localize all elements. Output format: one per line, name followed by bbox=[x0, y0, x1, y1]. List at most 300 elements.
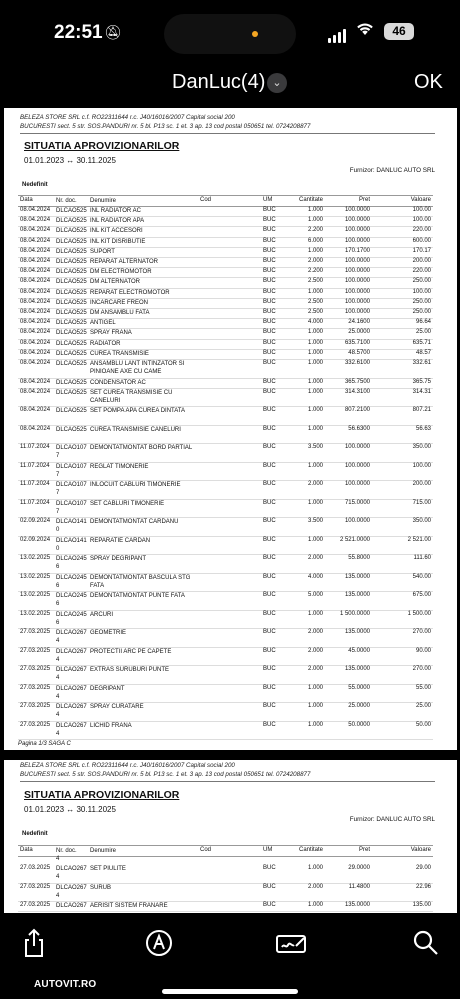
cell-value: 350.00 bbox=[412, 444, 431, 451]
cell-quantity: 2.500 bbox=[307, 309, 323, 315]
cell-doc-number: DLCAO525 bbox=[56, 299, 87, 306]
cell-price: 314.3100 bbox=[344, 388, 370, 395]
cell-unit: BUC bbox=[263, 360, 276, 366]
cell-name: DEMONTATMONTAT BASCULA STG FATA bbox=[90, 574, 191, 589]
cell-name: INLOCUIT CABLURI TIMONERIE bbox=[90, 482, 181, 489]
cell-price: 100.0000 bbox=[344, 309, 370, 315]
cell-price: 48.5700 bbox=[348, 349, 370, 356]
cell-doc-number: DLCAO525 bbox=[56, 218, 87, 225]
cell-quantity: 1.000 bbox=[307, 329, 323, 336]
cell-value: 2 521.00 bbox=[407, 536, 431, 543]
cell-quantity: 1.000 bbox=[307, 217, 323, 224]
cell-name: GEOMETRIE bbox=[90, 630, 127, 637]
cell-name: REPARAT ALTERNATOR bbox=[90, 259, 159, 265]
cell-quantity: 2.000 bbox=[307, 883, 323, 890]
cell-value: 270.00 bbox=[412, 666, 431, 673]
cell-date: 13.02.2025 bbox=[20, 555, 51, 562]
report-period: 01.01.2023 ↔ 30.11.2025 bbox=[24, 805, 116, 814]
cell-price: 25.0000 bbox=[348, 329, 370, 336]
cell-value: 48.57 bbox=[415, 349, 431, 356]
cell-date: 08.04.2024 bbox=[20, 237, 51, 244]
cell-value: 270.00 bbox=[412, 629, 431, 636]
table-row bbox=[18, 901, 433, 912]
cell-unit: BUC bbox=[263, 865, 276, 871]
cell-unit: BUC bbox=[263, 278, 276, 285]
table-row bbox=[18, 388, 433, 408]
cell-quantity: 2.000 bbox=[307, 666, 323, 673]
col-date: Data bbox=[20, 197, 33, 203]
cell-value: 250.00 bbox=[412, 298, 431, 305]
cell-quantity: 1.000 bbox=[307, 703, 323, 710]
cell-doc-number: DLCAO525 bbox=[56, 330, 87, 337]
cell-price: 715.0000 bbox=[344, 499, 370, 506]
cell-unit: BUC bbox=[263, 258, 276, 264]
cell-unit: BUC bbox=[263, 425, 276, 432]
cell-name: AERISIT SISTEM FRANARE bbox=[90, 903, 168, 909]
cell-date: 27.03.2025 bbox=[20, 647, 51, 654]
cell-unit: BUC bbox=[263, 444, 276, 451]
table-row bbox=[18, 883, 433, 903]
cell-quantity: 1.000 bbox=[307, 610, 323, 617]
cell-name: PROTECTII ARC PE CAPETE bbox=[90, 648, 172, 655]
cell-unit: BUC bbox=[263, 536, 276, 543]
cell-unit: BUC bbox=[263, 647, 276, 654]
cell-name: REPARATIE CARDAN bbox=[90, 537, 151, 544]
cell-name: DEMONTATMONTAT PUNTE FATA bbox=[90, 593, 185, 600]
cell-value: 25.00 bbox=[415, 329, 431, 336]
cell-value: 200.00 bbox=[412, 481, 431, 488]
cell-date: 13.02.2025 bbox=[20, 592, 51, 599]
cell-name: ARCURI bbox=[90, 611, 114, 618]
page-footer: Pagina 1/3 SAGA C bbox=[18, 741, 71, 747]
cell-unit: BUC bbox=[263, 518, 276, 525]
table-row bbox=[18, 864, 433, 884]
col-price: Pret bbox=[358, 197, 370, 203]
cell-doc-number: DLCAO245 6 bbox=[56, 556, 87, 571]
cell-doc-number: DLCAO107 7 bbox=[56, 500, 87, 515]
section-label: Nedefinit bbox=[22, 831, 48, 837]
cell-date: 08.04.2024 bbox=[20, 288, 51, 295]
cell-date: 13.02.2025 bbox=[20, 610, 51, 617]
cell-doc-number: DLCAO525 bbox=[56, 426, 87, 433]
cell-name: REGLAT TIMONERIE bbox=[90, 463, 149, 470]
col-unit: UM bbox=[263, 197, 273, 203]
table-row bbox=[18, 647, 433, 667]
cell-name: SET PIULITE bbox=[90, 866, 126, 872]
cell-value: 250.00 bbox=[412, 278, 431, 285]
cell-price: 807.2100 bbox=[344, 407, 370, 414]
table-row bbox=[18, 610, 433, 630]
cell-name: SUPORT bbox=[90, 248, 115, 255]
cell-doc-number: DLCAO245 6 bbox=[56, 593, 87, 608]
continued-doc-digit: 4 bbox=[56, 856, 60, 862]
cell-name: LICHID FRANA bbox=[90, 722, 132, 729]
cell-price: 170.1700 bbox=[344, 247, 370, 254]
cell-date: 08.04.2024 bbox=[20, 339, 51, 346]
cell-doc-number: DLCAO141 0 bbox=[56, 537, 87, 552]
cell-quantity: 1.000 bbox=[307, 721, 323, 728]
cell-doc-number: DLCAO267 4 bbox=[56, 866, 87, 880]
cell-value: 96.64 bbox=[415, 319, 431, 326]
cell-value: 56.63 bbox=[415, 425, 431, 432]
cell-value: 715.00 bbox=[412, 499, 431, 506]
cell-unit: BUC bbox=[263, 378, 276, 385]
cell-doc-number: DLCAO107 7 bbox=[56, 463, 87, 478]
table-row bbox=[18, 425, 433, 445]
report-title: SITUATIA APROVIZIONARILOR bbox=[24, 140, 180, 152]
cell-value: 135.00 bbox=[412, 902, 431, 908]
cell-doc-number: DLCAO525 bbox=[56, 408, 87, 415]
cell-value: 675.00 bbox=[412, 592, 431, 599]
cell-value: 220.00 bbox=[412, 227, 431, 234]
document-page-2[interactable] bbox=[4, 760, 457, 913]
cell-price: 100.0000 bbox=[344, 444, 370, 451]
cell-name: INL KIT DISRIBUTIE bbox=[90, 238, 146, 245]
cell-name: ANTIGEL bbox=[90, 320, 116, 327]
cell-date: 11.07.2024 bbox=[20, 462, 50, 469]
cell-name: SPRAY DEGRIPANT bbox=[90, 556, 147, 563]
cell-doc-number: DLCAO267 4 bbox=[56, 685, 87, 700]
cell-price: 55.0000 bbox=[348, 684, 370, 691]
company-header-line1: BELEZA STORE SRL c.f. RO22311644 r.c. J40/16016/2007 Capital social 200 bbox=[20, 762, 235, 769]
cell-doc-number: DLCAO525 bbox=[56, 361, 87, 367]
cell-name: INL RADIATOR APA bbox=[90, 218, 145, 225]
cell-value: 100.00 bbox=[412, 288, 431, 295]
col-name: Denumire bbox=[90, 198, 117, 204]
cell-doc-number: DLCAO267 4 bbox=[56, 667, 87, 682]
cell-quantity: 2.500 bbox=[307, 278, 323, 285]
col-doc-number: Nr. doc. bbox=[56, 848, 77, 854]
cell-doc-number: DLCAO141 0 bbox=[56, 519, 87, 534]
cell-doc-number: DLCAO525 bbox=[56, 228, 87, 235]
cell-value: 332.61 bbox=[412, 360, 431, 366]
report-title: SITUATIA APROVIZIONARILOR bbox=[24, 789, 180, 801]
cell-unit: BUC bbox=[263, 462, 276, 469]
dynamic-island bbox=[164, 14, 296, 54]
status-time: 22:51 bbox=[54, 22, 103, 43]
markup-icon[interactable] bbox=[143, 927, 175, 959]
cell-price: 135.0000 bbox=[344, 666, 370, 673]
cell-doc-number: DLCAO525 bbox=[56, 389, 87, 396]
cell-date: 08.04.2024 bbox=[20, 349, 51, 356]
cell-date: 08.04.2024 bbox=[20, 378, 51, 385]
cell-quantity: 1.000 bbox=[307, 288, 323, 295]
document-title[interactable]: DanLuc(4) bbox=[172, 71, 266, 93]
cell-name: CUREA TRANSMISIE CANELURI bbox=[90, 426, 181, 433]
cell-price: 135.0000 bbox=[344, 629, 370, 636]
cell-price: 100.0000 bbox=[344, 298, 370, 305]
cell-quantity: 1.000 bbox=[307, 388, 323, 395]
cell-price: 11.4800 bbox=[348, 883, 370, 890]
cell-doc-number: DLCAO525 bbox=[56, 350, 87, 357]
cell-date: 08.04.2024 bbox=[20, 247, 51, 254]
autovit-watermark: AUTOVIT.RO bbox=[34, 979, 97, 990]
cell-date: 02.09.2024 bbox=[20, 536, 51, 543]
cell-name: SPRAY CURATARE bbox=[90, 704, 144, 711]
table-row bbox=[18, 721, 433, 741]
cell-date: 27.03.2025 bbox=[20, 629, 51, 636]
supplier-label: Furnizor: DANLUC AUTO SRL bbox=[349, 167, 435, 174]
report-period: 01.01.2023 ↔ 30.11.2025 bbox=[24, 156, 116, 165]
cell-name: ANSAMBLU LANT INTINZATOR SI PINIOANE AXE CU CAME bbox=[90, 361, 185, 375]
cell-price: 2 521.0000 bbox=[339, 536, 370, 543]
cell-doc-number: DLCAO267 4 bbox=[56, 648, 87, 663]
cell-value: 1 500.00 bbox=[407, 610, 431, 617]
col-unit: UM bbox=[263, 847, 273, 853]
cell-doc-number: DLCAO525 bbox=[56, 310, 87, 316]
cell-date: 08.04.2024 bbox=[20, 425, 51, 432]
cell-price: 55.8000 bbox=[348, 555, 370, 562]
cell-date: 08.04.2024 bbox=[20, 309, 51, 315]
cell-doc-number: DLCAO525 bbox=[56, 289, 87, 296]
cell-doc-number: DLCAO267 4 bbox=[56, 630, 87, 645]
cell-name: INL KIT ACCESORI bbox=[90, 228, 143, 235]
cell-quantity: 6.000 bbox=[307, 237, 323, 244]
cell-value: 100.00 bbox=[412, 207, 431, 213]
cell-unit: BUC bbox=[263, 883, 276, 890]
cell-quantity: 2.200 bbox=[307, 227, 323, 234]
cell-price: 24.1600 bbox=[348, 319, 370, 326]
cell-doc-number: DLCAO267 4 bbox=[56, 704, 87, 719]
cell-quantity: 5.000 bbox=[307, 592, 323, 599]
company-header-line2: BUCURESTI sect. 5 str. SOS.PANDURI nr. 5 bl. P13 sc. 1 et. 3 ap. 13 cod postal 050651 tel. 0724208877 bbox=[20, 771, 311, 778]
cell-date: 11.07.2024 bbox=[20, 481, 50, 488]
cell-unit: BUC bbox=[263, 573, 276, 580]
col-quantity: Cantitate bbox=[298, 197, 323, 203]
cell-quantity: 2.000 bbox=[307, 647, 323, 654]
cell-name: SPRAY FRANA bbox=[90, 330, 132, 337]
cell-quantity: 1.000 bbox=[307, 425, 323, 432]
cell-price: 100.0000 bbox=[344, 258, 370, 264]
cell-unit: BUC bbox=[263, 237, 276, 244]
cell-date: 13.02.2025 bbox=[20, 573, 51, 580]
cell-price: 100.0000 bbox=[344, 278, 370, 285]
cell-name: SURUB bbox=[90, 884, 112, 891]
company-header-line1: BELEZA STORE SRL c.f. RO22311644 r.c. J40/16016/2007 Capital social 200 bbox=[20, 114, 235, 121]
col-quantity: Cantitate bbox=[298, 847, 323, 853]
battery-indicator: 46 bbox=[384, 23, 414, 40]
cell-price: 365.7500 bbox=[344, 378, 370, 385]
cell-value: 50.00 bbox=[415, 721, 431, 728]
cell-price: 100.0000 bbox=[344, 518, 370, 525]
cell-name: SET CABLURI TIMONERIE bbox=[90, 500, 165, 507]
share-icon[interactable] bbox=[18, 927, 50, 959]
cell-quantity: 1.000 bbox=[307, 378, 323, 385]
cell-price: 100.0000 bbox=[344, 237, 370, 244]
cell-doc-number: DLCAO245 6 bbox=[56, 611, 87, 626]
cell-name: INCARCARE FREON bbox=[90, 299, 149, 306]
table-header bbox=[18, 845, 433, 857]
cell-unit: BUC bbox=[263, 339, 276, 346]
cell-name: DEMONTATMONTAT BORD PARTIAL bbox=[90, 445, 193, 452]
cell-quantity: 2.000 bbox=[307, 629, 323, 636]
search-icon[interactable] bbox=[410, 927, 442, 959]
cell-date: 08.04.2024 bbox=[20, 319, 51, 326]
col-price: Pret bbox=[358, 847, 370, 853]
cell-date: 08.04.2024 bbox=[20, 258, 51, 264]
document-page-1[interactable] bbox=[4, 108, 457, 750]
cell-unit: BUC bbox=[263, 610, 276, 617]
bottom-toolbar bbox=[0, 913, 460, 971]
cell-quantity: 1.000 bbox=[307, 407, 323, 414]
cell-price: 45.0000 bbox=[348, 647, 370, 654]
table-row bbox=[18, 499, 433, 519]
cell-doc-number: DLCAO267 bbox=[56, 903, 87, 909]
cell-name: EXTRAS SURUBURI PUNTE bbox=[90, 667, 170, 674]
col-code: Cod bbox=[200, 847, 212, 853]
signature-icon[interactable] bbox=[274, 927, 306, 959]
cell-quantity: 2.000 bbox=[307, 258, 323, 264]
cell-unit: BUC bbox=[263, 207, 276, 213]
cell-date: 08.04.2024 bbox=[20, 227, 51, 234]
cell-unit: BUC bbox=[263, 481, 276, 488]
cell-quantity: 4.000 bbox=[307, 573, 323, 580]
cell-name: INL RADIATOR AC bbox=[90, 208, 141, 214]
table-row bbox=[18, 573, 433, 593]
cell-doc-number: DLCAO245 6 bbox=[56, 574, 87, 589]
cell-quantity: 3.500 bbox=[307, 444, 323, 451]
ok-button[interactable]: OK bbox=[414, 71, 443, 93]
table-row bbox=[18, 359, 433, 379]
table-row bbox=[18, 517, 433, 537]
cell-doc-number: DLCAO525 bbox=[56, 279, 87, 286]
cell-price: 135.0000 bbox=[344, 573, 370, 580]
cell-quantity: 3.500 bbox=[307, 518, 323, 525]
cell-name: DM ALTERNATOR bbox=[90, 279, 141, 286]
cell-price: 100.0000 bbox=[344, 462, 370, 469]
cell-value: 25.00 bbox=[415, 703, 431, 710]
cell-date: 11.07.2024 bbox=[20, 499, 50, 506]
col-doc-number: Nr. doc. bbox=[56, 198, 77, 204]
cell-unit: BUC bbox=[263, 329, 276, 336]
cell-value: 22.96 bbox=[415, 883, 431, 890]
cell-price: 56.6300 bbox=[348, 425, 370, 432]
cell-date: 08.04.2024 bbox=[20, 217, 51, 224]
cell-unit: BUC bbox=[263, 288, 276, 295]
cell-date: 08.04.2024 bbox=[20, 278, 51, 285]
cell-price: 50.0000 bbox=[348, 721, 370, 728]
cell-quantity: 2.000 bbox=[307, 481, 323, 488]
cell-date: 08.04.2024 bbox=[20, 407, 51, 414]
cell-quantity: 2.000 bbox=[307, 555, 323, 562]
col-code: Cod bbox=[200, 197, 212, 203]
cell-quantity: 1.000 bbox=[307, 360, 323, 366]
cell-name: CONDENSATOR AC bbox=[90, 379, 146, 386]
cell-price: 332.6100 bbox=[344, 360, 370, 366]
cell-price: 1 500.0000 bbox=[339, 610, 370, 617]
header-rule bbox=[20, 133, 435, 134]
company-header-line2: BUCURESTI sect. 5 str. SOS.PANDURI nr. 5 bl. P13 sc. 1 et. 3 ap. 13 cod postal 050651 tel. 0724208877 bbox=[20, 123, 311, 130]
home-indicator[interactable] bbox=[162, 989, 298, 994]
cell-unit: BUC bbox=[263, 227, 276, 234]
cell-value: 540.00 bbox=[412, 573, 431, 580]
cell-doc-number: DLCAO525 bbox=[56, 248, 87, 255]
cell-doc-number: DLCAO525 bbox=[56, 320, 87, 327]
cell-date: 08.04.2024 bbox=[20, 298, 51, 305]
cell-quantity: 2.500 bbox=[307, 298, 323, 305]
cell-unit: BUC bbox=[263, 666, 276, 673]
cell-date: 08.04.2024 bbox=[20, 329, 51, 336]
cell-quantity: 1.000 bbox=[307, 684, 323, 691]
col-date: Data bbox=[20, 847, 33, 853]
cell-value: 365.75 bbox=[412, 378, 431, 385]
cell-quantity: 1.000 bbox=[307, 536, 323, 543]
table-row bbox=[18, 591, 433, 611]
cell-quantity: 1.000 bbox=[307, 349, 323, 356]
cell-doc-number: DLCAO107 7 bbox=[56, 445, 87, 460]
cell-price: 635.7100 bbox=[344, 339, 370, 346]
cell-doc-number: DLCAO525 bbox=[56, 238, 87, 245]
cell-price: 100.0000 bbox=[344, 227, 370, 234]
cell-date: 08.04.2024 bbox=[20, 268, 51, 275]
cell-value: 807.21 bbox=[412, 407, 431, 414]
cell-name: DEGRIPANT bbox=[90, 685, 125, 692]
cell-name: DEMONTATMONTAT CARDANU bbox=[90, 519, 179, 526]
cell-unit: BUC bbox=[263, 629, 276, 636]
cell-value: 600.00 bbox=[412, 237, 431, 244]
cell-quantity: 1.000 bbox=[307, 207, 323, 213]
cell-value: 100.00 bbox=[412, 462, 431, 469]
cell-doc-number: DLCAO525 bbox=[56, 259, 87, 265]
col-name: Denumire bbox=[90, 848, 117, 854]
header-rule bbox=[20, 781, 435, 782]
cell-value: 200.00 bbox=[412, 258, 431, 264]
cell-name: CUREA TRANSMISIE bbox=[90, 350, 149, 357]
cell-price: 100.0000 bbox=[344, 268, 370, 275]
cell-doc-number: DLCAO107 7 bbox=[56, 482, 87, 497]
cell-date: 27.03.2025 bbox=[20, 684, 51, 691]
cell-unit: BUC bbox=[263, 703, 276, 710]
cell-value: 170.17 bbox=[412, 247, 431, 254]
cell-price: 25.0000 bbox=[348, 703, 370, 710]
chevron-down-icon[interactable]: ⌄ bbox=[267, 73, 287, 93]
cell-price: 100.0000 bbox=[344, 288, 370, 295]
cell-date: 27.03.2025 bbox=[20, 666, 51, 673]
cell-name: SET CUREA TRANSMISIE CU CANELURI bbox=[90, 389, 173, 404]
cell-date: 27.03.2025 bbox=[20, 902, 51, 908]
cellular-signal-icon bbox=[328, 25, 348, 43]
table-row bbox=[18, 665, 433, 685]
status-bar bbox=[0, 0, 460, 62]
cell-price: 29.0000 bbox=[348, 865, 370, 871]
cell-unit: BUC bbox=[263, 499, 276, 506]
cell-price: 100.0000 bbox=[344, 207, 370, 213]
cell-unit: BUC bbox=[263, 592, 276, 599]
section-label: Nedefinit bbox=[22, 182, 48, 188]
cell-unit: BUC bbox=[263, 388, 276, 395]
cell-price: 100.0000 bbox=[344, 217, 370, 224]
cell-name: DM ELECTROMOTOR bbox=[90, 269, 152, 276]
table-row bbox=[18, 406, 433, 426]
cell-unit: BUC bbox=[263, 721, 276, 728]
cell-date: 27.03.2025 bbox=[20, 865, 51, 871]
cell-quantity: 1.000 bbox=[307, 902, 323, 908]
cell-value: 250.00 bbox=[412, 309, 431, 315]
cell-unit: BUC bbox=[263, 268, 276, 275]
cell-unit: BUC bbox=[263, 247, 276, 254]
cell-doc-number: DLCAO267 4 bbox=[56, 722, 87, 737]
cell-value: 111.60 bbox=[413, 555, 431, 562]
cell-value: 314.31 bbox=[412, 388, 431, 395]
table-row bbox=[18, 480, 433, 500]
cell-date: 27.03.2025 bbox=[20, 883, 51, 890]
privacy-indicator-dot bbox=[252, 31, 258, 37]
cell-name: RADIATOR bbox=[90, 340, 121, 347]
cell-price: 100.0000 bbox=[344, 481, 370, 488]
cell-date: 02.09.2024 bbox=[20, 518, 51, 525]
cell-value: 90.00 bbox=[415, 647, 431, 654]
cell-name: SET POMPA APA CUREA DINTATA bbox=[90, 408, 186, 415]
